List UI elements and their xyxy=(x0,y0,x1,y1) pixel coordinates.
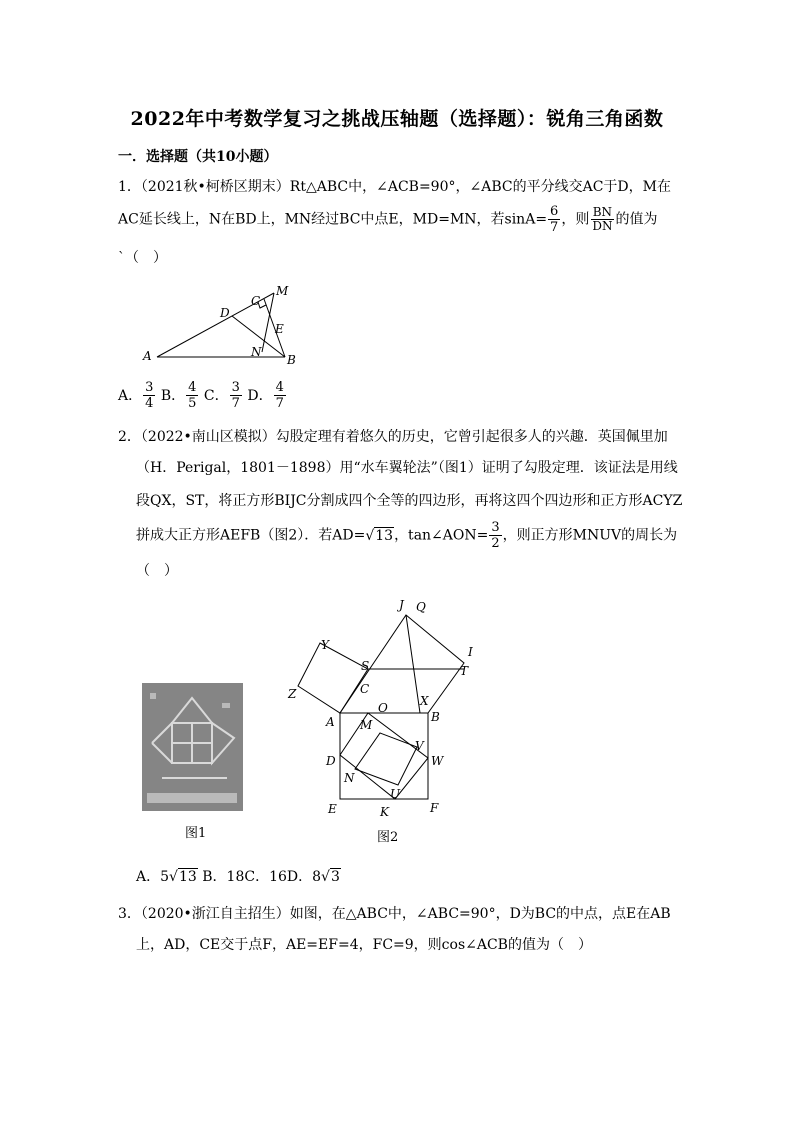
q1-label-E: E xyxy=(275,322,284,336)
q2-option-d-radicand: 3 xyxy=(330,869,340,885)
q2-square-MNUV xyxy=(355,733,417,785)
q2-option-d[interactable] xyxy=(287,869,341,885)
q1-option-a-den: 4 xyxy=(145,396,154,411)
q1-option-a-letter: A． xyxy=(118,387,143,404)
q2-sqrt13-radicand: 13 xyxy=(375,527,394,544)
q2-label-B: B xyxy=(431,710,440,724)
q2-label-X: X xyxy=(420,694,429,708)
q1-option-c-den: 7 xyxy=(231,396,240,411)
q1-option-a-frac xyxy=(143,380,155,411)
q1-ratio-den: DN xyxy=(592,219,613,233)
q1-label-D: D xyxy=(220,306,230,320)
q1-line3: `（ ） xyxy=(118,250,167,266)
q1-figure xyxy=(140,280,310,370)
q2-tan-num: 3 xyxy=(491,520,500,535)
q1-option-c-num: 3 xyxy=(231,380,240,395)
q2-figure1-caption: 图1 xyxy=(185,826,207,841)
q2-label-M: M xyxy=(360,718,373,732)
q1-option-d-den: 7 xyxy=(275,396,284,411)
q2-label-V: V xyxy=(415,739,424,753)
q2-label-S: S xyxy=(361,659,370,673)
q2-square-AEFB xyxy=(340,713,428,799)
q1-label-C: C xyxy=(251,294,261,308)
q2-option-a-radicand: 13 xyxy=(178,869,197,885)
q2-label-U: U xyxy=(390,787,401,801)
q1-option-c[interactable] xyxy=(203,380,243,411)
q2-label-C: C xyxy=(360,682,370,696)
q2-square-ACYZ xyxy=(298,643,368,713)
q1-line2 xyxy=(118,204,657,235)
q1-sin-fraction xyxy=(548,204,560,235)
q2-line3: 段QX，ST，将正方形BIJC分割成四个全等的四边形，再将这四个四边形和正方形ACYZ xyxy=(136,493,683,509)
q2-label-I: I xyxy=(468,645,473,659)
q2-line4 xyxy=(136,520,677,551)
q1-label-A: A xyxy=(143,349,152,363)
q1-label-N: N xyxy=(251,345,262,359)
q2-label-J: J xyxy=(399,598,404,612)
q2-figure1-pattern xyxy=(142,683,243,811)
page-title: 2022年中考数学复习之挑战压轴题（选择题）：锐角三角函数 xyxy=(130,108,664,130)
q1-options xyxy=(118,380,287,411)
q1-label-B: B xyxy=(287,353,296,367)
q2-option-d-sqrt: √3 xyxy=(321,869,340,885)
q1-sin-num: 6 xyxy=(550,204,559,219)
q1-label-M: M xyxy=(276,284,289,298)
q2-tan-fraction xyxy=(489,520,501,551)
q1-option-b[interactable] xyxy=(160,380,200,411)
q1-line2-text-b: ，则 xyxy=(561,211,590,228)
q2-line1: 2．（2022•南山区模拟）勾股定理有着悠久的历史，它曾引起很多人的兴趣．英国佩里加 xyxy=(118,429,668,445)
q2-figure2-caption: 图2 xyxy=(377,830,399,845)
q2-option-b[interactable]: B．18 xyxy=(202,869,245,885)
q1-line2-text-c: 的值为 xyxy=(615,211,658,228)
q2-label-E: E xyxy=(328,802,337,816)
q2-line4-text-c: ，则正方形MNUV的周长为 xyxy=(502,527,678,544)
q1-option-a-num: 3 xyxy=(145,380,154,395)
q2-label-O: O xyxy=(378,701,388,715)
q1-option-a[interactable] xyxy=(118,380,156,411)
section-heading: 一．选择题（共10小题） xyxy=(118,149,278,165)
q1-line2-text-a: AC延长线上，N在BD上，MN经过BC中点E，MD=MN，若sinA= xyxy=(118,211,548,228)
q2-label-D: D xyxy=(326,754,336,768)
q2-option-a-sqrt: √13 xyxy=(169,869,197,885)
q2-line5: （ ） xyxy=(136,563,178,579)
q2-label-W: W xyxy=(431,754,444,768)
q2-option-d-coef: 8 xyxy=(312,869,322,885)
q2-label-Y: Y xyxy=(321,638,329,652)
q2-option-a-coef: 5 xyxy=(160,869,170,885)
q2-tan-den: 2 xyxy=(491,536,500,551)
q2-figure2 xyxy=(280,595,480,830)
q1-sin-den: 7 xyxy=(550,220,559,235)
q1-ratio-fraction xyxy=(590,206,614,233)
q1-option-b-den: 5 xyxy=(188,396,197,411)
q2-line2: （H．Perigal，1801－1898）用“水车翼轮法”（图1）证明了勾股定理．该证法是用线 xyxy=(136,460,678,476)
q1-option-b-letter: B． xyxy=(160,387,186,404)
q2-option-c[interactable]: C．16 xyxy=(244,869,287,885)
q2-figure1-photo xyxy=(142,683,243,811)
q1-option-d-letter: D． xyxy=(247,387,273,404)
q3-line2: 上，AD，CE交于点F，AE=EF=4，FC=9，则cos∠ACB的值为（ ） xyxy=(136,937,592,953)
q2-line4-text-b: ，tan∠AON= xyxy=(394,527,489,544)
q1-option-c-frac xyxy=(230,380,242,411)
q2-label-Q: Q xyxy=(416,600,426,614)
q1-ratio-num: BN xyxy=(592,205,613,219)
q1-line1: 1．（2021秋•柯桥区期末）Rt△ABC中，∠ACB=90°，∠ABC的平分线交AC于D，M在 xyxy=(118,179,671,195)
q3-line1: 3．（2020•浙江自主招生）如图，在△ABC中，∠ABC=90°，D为BC的中点，点E在AB xyxy=(118,906,671,922)
q2-seg-QX xyxy=(406,615,420,713)
q2-option-d-letter: D． xyxy=(286,869,313,885)
q2-line4-text-a: 拼成大正方形AEFB（图2）．若AD= xyxy=(136,527,366,544)
q2-label-K: K xyxy=(380,805,389,819)
q1-option-b-num: 4 xyxy=(188,380,197,395)
q2-options xyxy=(136,866,341,886)
q1-option-d-num: 4 xyxy=(275,380,284,395)
q2-inner-square xyxy=(340,713,428,799)
q2-label-Z: Z xyxy=(288,687,297,701)
q1-option-d[interactable] xyxy=(247,380,287,411)
q2-option-a-letter: A． xyxy=(136,869,161,885)
q2-label-N: N xyxy=(344,771,355,785)
q1-option-b-frac xyxy=(186,380,198,411)
q2-label-F: F xyxy=(430,801,439,815)
q1-option-c-letter: C． xyxy=(203,387,229,404)
q2-label-A: A xyxy=(326,715,335,729)
q1-option-d-frac xyxy=(274,380,286,411)
q2-option-a[interactable] xyxy=(136,869,198,885)
q2-sqrt13: √13 xyxy=(365,527,394,544)
q2-label-T: T xyxy=(460,664,469,678)
